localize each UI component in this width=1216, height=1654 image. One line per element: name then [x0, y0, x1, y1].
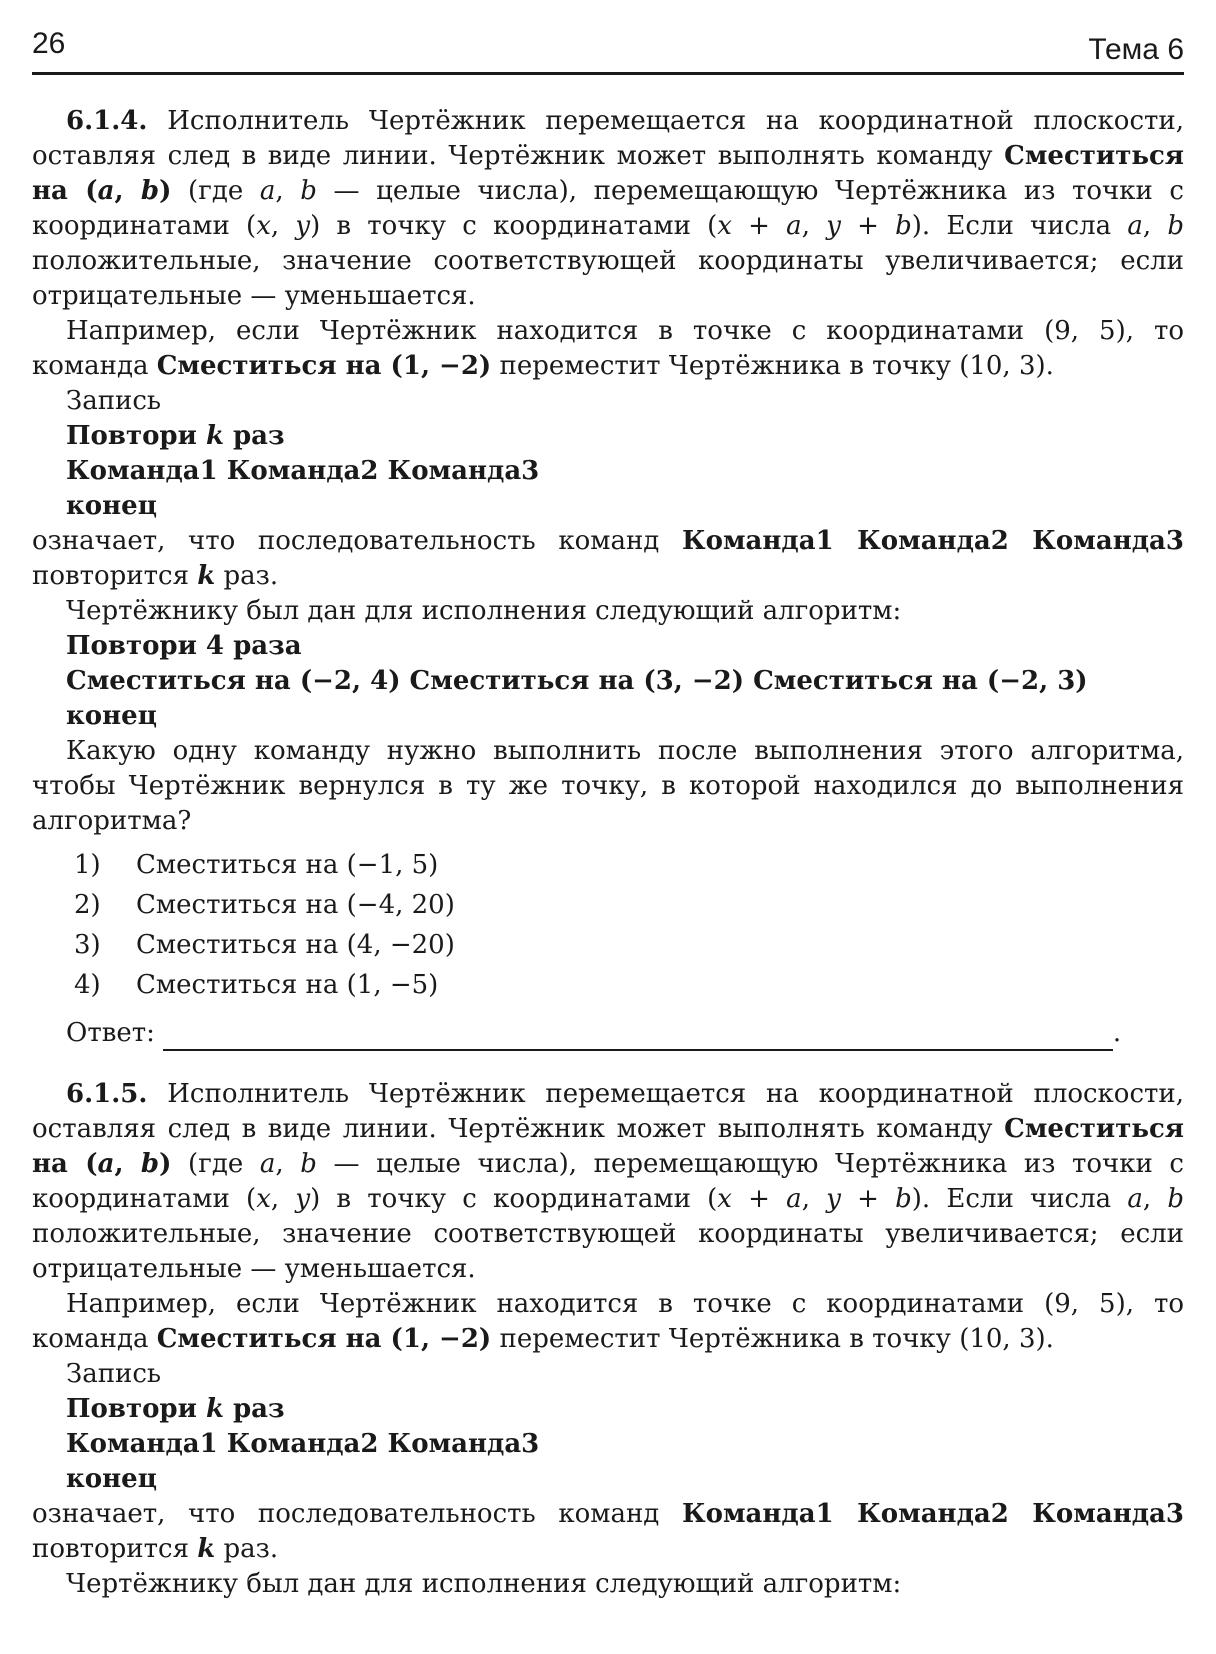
given-text: Чертёжнику был дан для исполнения следующий алгоритм:	[66, 1569, 902, 1599]
record-commands: Команда1 Команда2 Команда3	[66, 1429, 540, 1459]
option-3[interactable]: 3) Сместиться на (4, −20)	[74, 930, 455, 960]
answer-row	[32, 1015, 1184, 1051]
task-intro: 6.1.4. Исполнитель Чертёжник перемещается на координатной плоскости, оставляя след в виде линии. Чертёжник может выполнять команду Сместиться на (a, b) (где a, b — целые числа), перемещающую Чертёжника из точки с координатами (x, y) в точку с координатами (x + a, y + b). Если числа a, b положительные, значение соответствующей координаты увеличивается; если отрицательные — уменьшается.	[32, 106, 1185, 311]
answer-end: .	[1112, 1018, 1122, 1048]
page-header	[32, 20, 1184, 70]
task-6-1-5	[32, 1077, 1184, 1602]
task-example: Например, если Чертёжник находится в точке с координатами (9, 5), то команда Сместиться на (1, −2) переместит Чертёжника в точку (10, 3).	[32, 316, 1184, 381]
task-intro: 6.1.5. Исполнитель Чертёжник перемещается на координатной плоскости, оставляя след в виде линии. Чертёжник может выполнять команду Сместиться на (a, b) (где a, b — целые числа), перемещающую Чертёжника из точки с координатами (x, y) в точку с координатами (x + a, y + b). Если числа a, b положительные, значение соответствующей координаты увеличивается; если отрицательные — уменьшается.	[32, 1079, 1185, 1284]
record-label: Запись	[66, 386, 162, 416]
record-end: конец	[66, 1464, 157, 1494]
option-1[interactable]: 1) Сместиться на (−1, 5)	[74, 850, 439, 880]
record-repeat: Повтори k раз	[66, 421, 285, 451]
given-text: Чертёжнику был дан для исполнения следующий алгоритм:	[66, 596, 902, 626]
task-example: Например, если Чертёжник находится в точке с координатами (9, 5), то команда Сместиться на (1, −2) переместит Чертёжника в точку (10, 3).	[32, 1289, 1184, 1354]
task-6-1-4	[32, 104, 1184, 1051]
answer-label: Ответ:	[66, 1018, 155, 1048]
option-2[interactable]: 2) Сместиться на (−4, 20)	[74, 890, 455, 920]
record-meaning: означает, что последовательность команд Команда1 Команда2 Команда3 повторится k раз.	[32, 1499, 1184, 1564]
task-number: 6.1.4.	[66, 106, 148, 136]
page-content	[32, 104, 1184, 1628]
answer-options	[32, 845, 1184, 1005]
page-number: 26	[32, 27, 66, 60]
record-meaning: означает, что последовательность команд Команда1 Команда2 Команда3 повторится k раз.	[32, 526, 1184, 591]
chapter-title: Тема 6	[1088, 33, 1184, 66]
option-4[interactable]: 4) Сместиться на (1, −5)	[74, 970, 439, 1000]
task-question: Какую одну команду нужно выполнить после выполнения этого алгоритма, чтобы Чертёжник вернулся в ту же точку, в которой находился до выполнения алгоритма?	[32, 736, 1184, 836]
algorithm-repeat: Повтори 4 раза	[66, 631, 302, 661]
answer-field[interactable]	[163, 1027, 1113, 1051]
record-repeat: Повтори k раз	[66, 1394, 285, 1424]
record-label: Запись	[66, 1359, 162, 1389]
header-rule	[32, 72, 1184, 75]
algorithm-body: Сместиться на (−2, 4) Сместиться на (3, −2) Сместиться на (−2, 3)	[66, 666, 1088, 696]
task-number: 6.1.5.	[66, 1079, 148, 1109]
record-end: конец	[66, 491, 157, 521]
algorithm-end: конец	[66, 701, 157, 731]
record-commands: Команда1 Команда2 Команда3	[66, 456, 540, 486]
